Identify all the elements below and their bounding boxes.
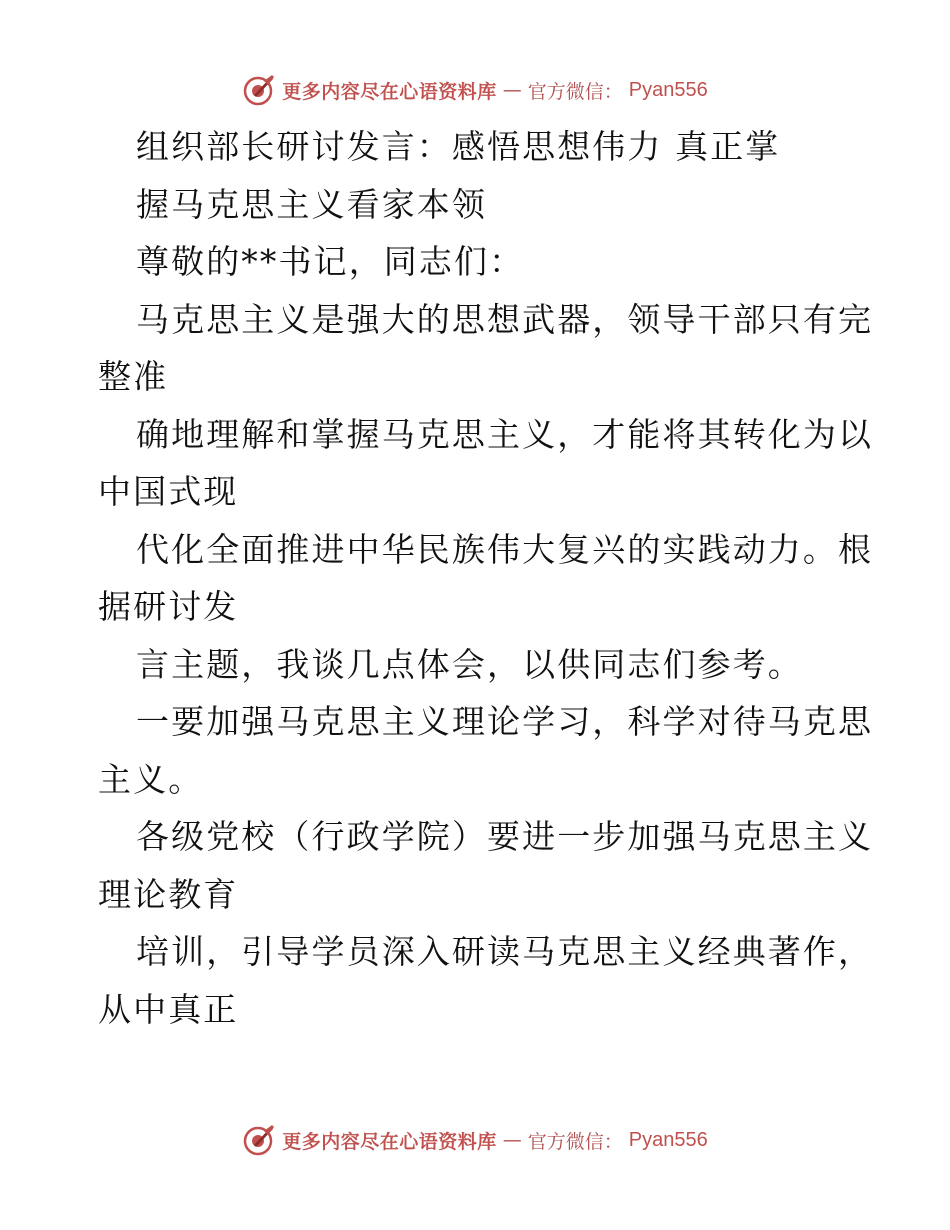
paragraph-line: 理论教育 [98,874,239,914]
paragraph-line: 据研讨发 [98,587,239,626]
feather-pen-logo-icon [242,73,276,107]
watermark-site-text: 更多内容尽在心语资料库 [282,80,497,103]
watermark-official-label: 官方微信： [527,1130,623,1153]
paragraph-line: 中国式现 [98,472,239,511]
paragraph-line: 马克思主义是强大的思想武器，领导干部只有完 [136,299,874,339]
watermark-account-id: Pyan556 [628,1128,708,1151]
section-heading-line: 一要加强马克思主义理论学习，科学对待马克思 [136,702,874,741]
paragraph-line: 从中真正 [98,989,239,1029]
title-line-1: 组织部长研讨发言：感悟思想伟力 真正掌 [136,127,781,166]
paragraph-line: 各级党校（行政学院）要进一步加强马克思主义 [136,817,874,856]
paragraph-line: 整准 [98,357,169,396]
watermark-official-label: 官方微信： [527,80,623,103]
document-body [98,118,874,1038]
paragraph-line: 言主题，我谈几点体会，以供同志们参考。 [136,644,803,684]
paragraph-line: 确地理解和掌握马克思主义，才能将其转化为以 [136,414,874,454]
salutation-line: 尊敬的**书记，同志们： [136,242,525,281]
feather-pen-logo-icon [242,1123,276,1157]
watermark-separator: — [502,79,522,101]
watermark-header [0,70,950,110]
watermark-separator: — [502,1129,522,1151]
paragraph-line: 培训，引导学员深入研读马克思主义经典著作， [136,932,874,971]
paragraph-line: 代化全面推进中华民族伟大复兴的实践动力。根 [136,529,874,569]
watermark-account-id: Pyan556 [628,78,708,101]
watermark-site-text: 更多内容尽在心语资料库 [282,1130,497,1153]
section-heading-line: 主义。 [98,759,204,799]
title-line-2: 握马克思主义看家本领 [136,184,487,224]
watermark-footer [0,1120,950,1160]
